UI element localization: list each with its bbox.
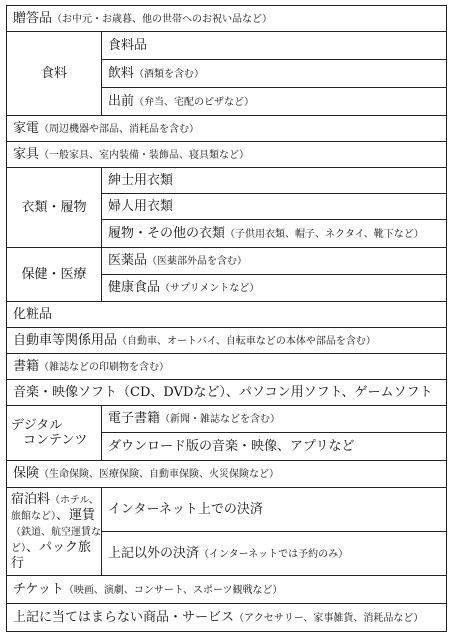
- health-category: 保健・医療: [7, 248, 102, 302]
- cell-software: 音楽・映像ソフト（CD、DVDなど）、パソコン用ソフト、ゲームソフト: [7, 380, 447, 406]
- travel-item-2-note: （インターネットでは予約のみ）: [199, 548, 349, 560]
- digital-item-1-label: 電子書籍: [108, 411, 161, 426]
- row-gifts: [7, 6, 447, 32]
- gifts-label: 贈答品: [13, 10, 53, 26]
- health-item-1: [102, 248, 447, 275]
- cell-books: [7, 354, 447, 380]
- food-item-1-label: 食料品: [108, 37, 148, 53]
- food-item-2: [102, 60, 447, 88]
- books-label: 書籍: [13, 358, 40, 374]
- row-tickets: [7, 576, 447, 604]
- clothing-item-1: [102, 168, 447, 194]
- row-auto: [7, 328, 447, 354]
- auto-label: 自動車等関係用品: [13, 332, 118, 348]
- health-item-1-note: （医薬部外品を含む）: [147, 256, 248, 267]
- row-insurance: [7, 461, 447, 488]
- insurance-note: （生命保険、医療保険、自動車保険、火災保険など）: [39, 469, 280, 480]
- insurance-label: 保険: [13, 466, 40, 481]
- digital-item-1-note: （新聞・雑誌などを含む）: [160, 414, 281, 425]
- travel-label-fare-note: （鉄道、航空運賃など）: [11, 527, 101, 554]
- food-category: 食料: [7, 32, 102, 116]
- row-clothing-1: [7, 168, 447, 194]
- row-books: [7, 354, 447, 380]
- auto-note: （自動車、オートバイ、自転車などの本体や部品を含む）: [117, 335, 376, 347]
- cell-furniture: [7, 142, 447, 168]
- travel-label-lodging: 宿泊料: [11, 492, 51, 507]
- travel-item-2-label: 上記以外の決済: [108, 545, 200, 561]
- clothing-category: 衣類・履物: [7, 168, 102, 248]
- digital-category: [7, 406, 102, 461]
- furniture-label: 家具: [13, 146, 40, 162]
- digital-item-2: ダウンロード版の音楽・映像、アプリなど: [102, 433, 447, 461]
- row-software: [7, 380, 447, 406]
- food-item-2-label: 飲料: [108, 65, 135, 81]
- cell-auto: [7, 328, 447, 354]
- row-cosmetics: [7, 302, 447, 328]
- other-note: （アクセサリー、家事雑貨、消耗品など）: [234, 612, 424, 624]
- travel-item-1: インターネット上での決済: [102, 488, 447, 532]
- food-item-3-label: 出前: [108, 93, 135, 109]
- books-note: （雑誌などの印刷物を含む）: [39, 361, 170, 373]
- row-travel-1: [7, 488, 447, 532]
- travel-category: [7, 488, 102, 576]
- other-label: 上記に当てはまらない商品・サービス: [13, 609, 235, 625]
- furniture-note: （一般家具、室内装備・装飾品、寝具類など）: [39, 149, 250, 161]
- digital-label-line2: コンテンツ: [23, 433, 88, 448]
- travel-label-fare: 、運賃: [56, 508, 96, 523]
- cell-cosmetics: 化粧品: [7, 302, 447, 328]
- row-health-1: [7, 248, 447, 275]
- clothing-item-3-label: 履物・その他の衣類: [108, 225, 226, 241]
- health-item-1-label: 医薬品: [108, 253, 148, 268]
- row-other: [7, 604, 447, 632]
- health-item-2-label: 健康食品: [108, 280, 161, 295]
- row-food-1: [7, 32, 447, 60]
- cell-gifts: [7, 6, 447, 32]
- row-furniture: [7, 142, 447, 168]
- appliances-label: 家電: [13, 120, 40, 136]
- food-item-3: [102, 88, 447, 116]
- travel-label-package: 、パック旅行: [11, 540, 92, 571]
- cell-insurance: [7, 461, 447, 488]
- cell-tickets: [7, 576, 447, 604]
- clothing-item-3-note: （子供用衣類、帽子、ネクタイ、靴下など）: [225, 228, 424, 240]
- digital-label-line1: デジタル: [11, 418, 63, 433]
- tickets-note: （映画、演劇、コンサート、スポーツ観戦など）: [63, 584, 283, 596]
- travel-label-lodging-note: （ホテル、旅館など）: [11, 495, 99, 522]
- clothing-item-2: [102, 194, 447, 220]
- gifts-note: （お中元・お歳暮、他の世帯へのお祝い品など）: [52, 13, 273, 25]
- digital-item-1: [102, 406, 447, 433]
- cell-other: [7, 604, 447, 632]
- appliances-note: （周辺機器や部品、消耗品を含む）: [39, 123, 200, 135]
- row-appliances: [7, 116, 447, 142]
- food-item-1: [102, 32, 447, 60]
- tickets-label: チケット: [13, 581, 64, 597]
- health-item-2-note: （サプリメントなど）: [160, 283, 260, 294]
- category-table: [6, 5, 446, 632]
- food-item-3-note: （弁当、宅配のピザなど）: [134, 96, 255, 108]
- cell-appliances: [7, 116, 447, 142]
- clothing-item-3: [102, 220, 447, 248]
- clothing-item-1-label: 紳士用衣類: [108, 172, 174, 188]
- row-digital-1: [7, 406, 447, 433]
- travel-item-2: [102, 532, 447, 576]
- clothing-item-2-label: 婦人用衣類: [108, 198, 174, 214]
- food-item-2-note: （酒類を含む）: [134, 68, 205, 80]
- health-item-2: [102, 275, 447, 302]
